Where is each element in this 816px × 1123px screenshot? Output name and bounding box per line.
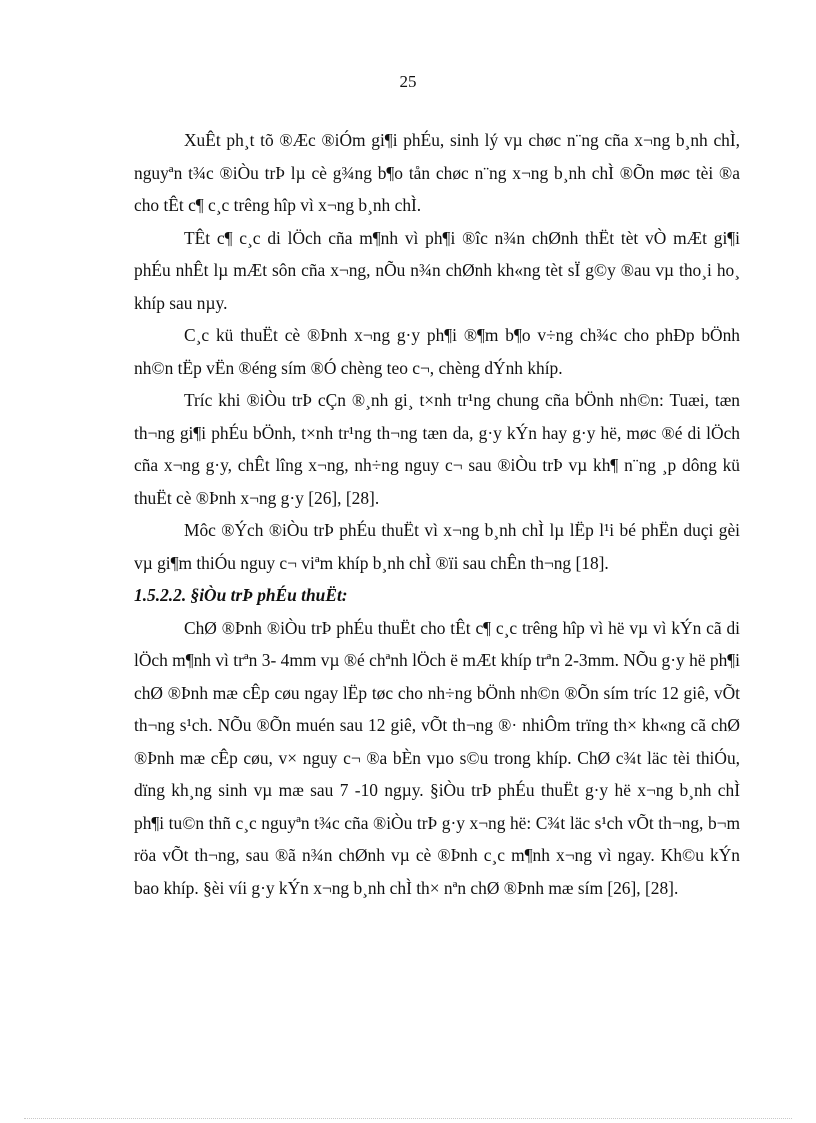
section-heading: 1.5.2.2. §iÒu trÞ phÉu thuËt: (134, 585, 348, 605)
page-bottom-divider (24, 1118, 792, 1119)
paragraph: Tríc khi ®iÒu trÞ cÇn ®¸nh gi¸ t×nh tr¹ng chung cña bÖnh nh©n: Tuæi, tæn th¬ng gi¶i phÉu bÖnh, t×nh tr¹ng th¬ng tæn da, g·y kÝn hay g·y hë, møc ®é di lÖch cña x¬ng g·y, chÊt lîng x¬ng, nh÷ng nguy c¬ sau ®iÒu trÞ vµ kh¶ n¨ng ¸p dông kü thuËt cè ®Þnh x¬ng g·y [26], [28]. (134, 390, 740, 508)
paragraph: XuÊt ph¸t tõ ®Æc ®iÓm gi¶i phÉu, sinh lý vµ chøc n¨ng cña x¬ng b¸nh chÌ, nguyªn t¾c ®iÒu trÞ lµ cè g¾ng b¶o tån chøc n¨ng x¬ng b¸nh chÌ ®Õn møc tèi ®a cho tÊt c¶ c¸c trêng hîp vì x¬ng b¸nh chÌ. (134, 130, 740, 215)
paragraph: C¸c kü thuËt cè ®Þnh x¬ng g·y ph¶i ®¶m b¶o v÷ng ch¾c cho phÐp bÖnh nh©n tËp vËn ®éng sím ®Ó chèng teo c¬, chèng dÝnh khíp. (134, 325, 740, 378)
paragraph: TÊt c¶ c¸c di lÖch cña m¶nh vì ph¶i ®îc n¾n chØnh thËt tèt vÒ mÆt gi¶i phÉu nhÊt lµ mÆt sôn cña x¬ng, nÕu n¾n chØnh kh«ng tèt sÏ g©y ®au vµ tho¸i ho¸ khíp sau nµy. (134, 227, 740, 313)
paragraph: Môc ®Ých ®iÒu trÞ phÉu thuËt vì x¬ng b¸nh chÌ lµ lËp l¹i bé phËn duçi gèi vµ gi¶m thiÓu nguy c¬ viªm khíp b¸nh chÌ ®ïi sau chÊn th¬ng [18]. (134, 520, 740, 573)
page-number: 25 (399, 72, 417, 91)
document-body (134, 124, 740, 904)
paragraph: ChØ ®Þnh ®iÒu trÞ phÉu thuËt cho tÊt c¶ c¸c trêng hîp vì hë vµ vì kÝn cã di lÖch m¶nh vì trªn 3- 4mm vµ ®é chªnh lÖch ë mÆt khíp trªn 2-3mm. NÕu g·y hë ph¶i chØ ®Þnh mæ cÊp cøu ngay lËp tøc cho nh÷ng bÖnh nh©n ®Õn sím tríc 12 giê, vÕt th¬ng s¹ch. NÕu ®Õn muén sau 12 giê, vÕt th¬ng ®· nhiÔm trïng th× kh«ng cã chØ ®Þnh mæ cÊp cøu, v× nguy c¬ ®a bÈn vµo s©u trong khíp. ChØ c¾t läc tèi thiÓu, dïng kh¸ng sinh vµ mæ sau 7 -10 ngµy. §iÒu trÞ phÉu thuËt g·y hë x¬ng b¸nh chÌ ph¶i tu©n thñ c¸c nguyªn t¾c cña ®iÒu trÞ g·y x¬ng hë: C¾t läc s¹ch vÕt th¬ng, b¬m röa vÕt th¬ng, sau ®ã n¾n chØnh vµ cè ®Þnh c¸c m¶nh x¬ng vì ngay. Kh©u kÝn bao khíp. §èi víi g·y kÝn x¬ng b¸nh chÌ th× nªn chØ ®Þnh mæ sím [26], [28]. (134, 617, 740, 898)
